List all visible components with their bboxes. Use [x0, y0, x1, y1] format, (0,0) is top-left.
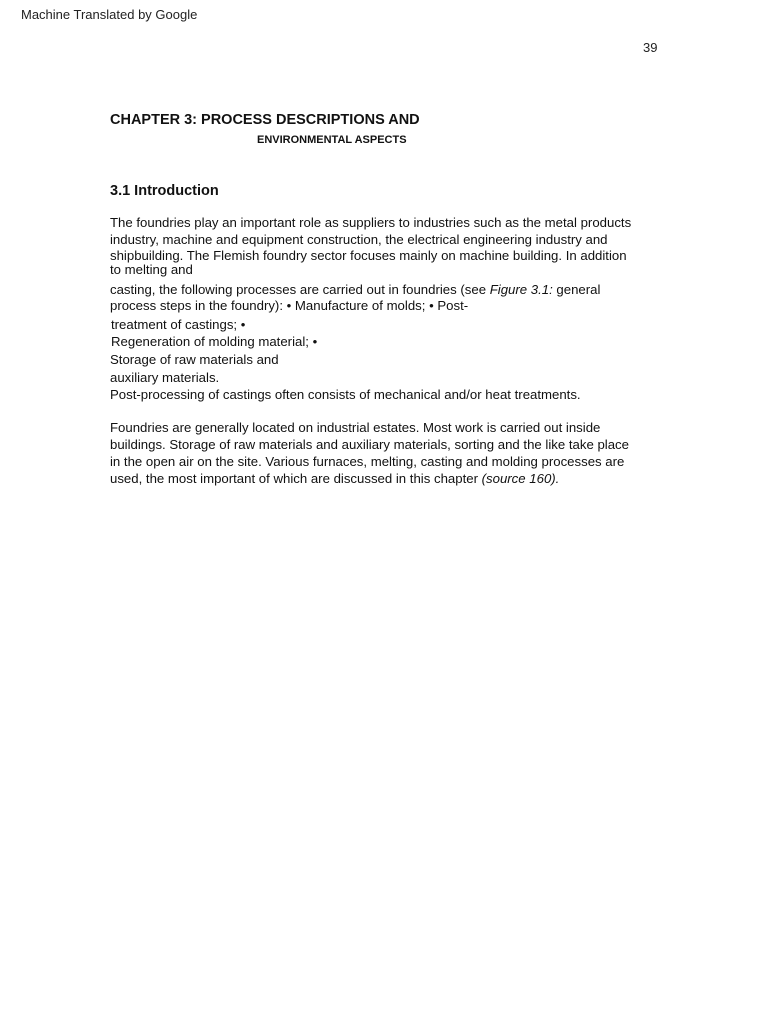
- text-line: The foundries play an important role as suppliers to industries such as the metal products: [110, 215, 632, 230]
- translation-watermark: Machine Translated by Google: [21, 7, 198, 22]
- page-number: 39: [643, 40, 658, 55]
- text-run: general: [552, 282, 601, 297]
- text-line: Storage of raw materials and: [110, 352, 279, 367]
- text-line: industry, machine and equipment construction, the electrical engineering industry and: [110, 232, 608, 247]
- text-line: [110, 471, 559, 487]
- source-reference: (source 160).: [481, 471, 560, 486]
- text-line: buildings. Storage of raw materials and auxiliary materials, sorting and the like take place: [110, 437, 629, 452]
- text-line: treatment of castings; •: [111, 317, 246, 332]
- chapter-subtitle: ENVIRONMENTAL ASPECTS: [257, 134, 407, 146]
- text-line: to melting and: [110, 262, 193, 277]
- text-run: casting, the following processes are carried out in foundries (see: [110, 282, 490, 297]
- figure-reference: Figure 3.1:: [489, 282, 553, 297]
- text-line: shipbuilding. The Flemish foundry sector focuses mainly on machine building. In addition: [110, 248, 627, 263]
- text-line: in the open air on the site. Various furnaces, melting, casting and molding processes are: [110, 454, 625, 469]
- text-line: [110, 282, 600, 298]
- text-line: auxiliary materials.: [110, 370, 220, 385]
- text-line: Foundries are generally located on industrial estates. Most work is carried out inside: [110, 420, 601, 435]
- chapter-title: CHAPTER 3: PROCESS DESCRIPTIONS AND: [110, 112, 420, 128]
- text-line: process steps in the foundry): • Manufacture of molds; • Post-: [110, 298, 469, 313]
- text-line: Regeneration of molding material; •: [111, 334, 318, 349]
- text-run: used, the most important of which are discussed in this chapter: [110, 471, 482, 486]
- section-heading: 3.1 Introduction: [110, 183, 219, 199]
- text-line: Post-processing of castings often consists of mechanical and/or heat treatments.: [110, 387, 581, 402]
